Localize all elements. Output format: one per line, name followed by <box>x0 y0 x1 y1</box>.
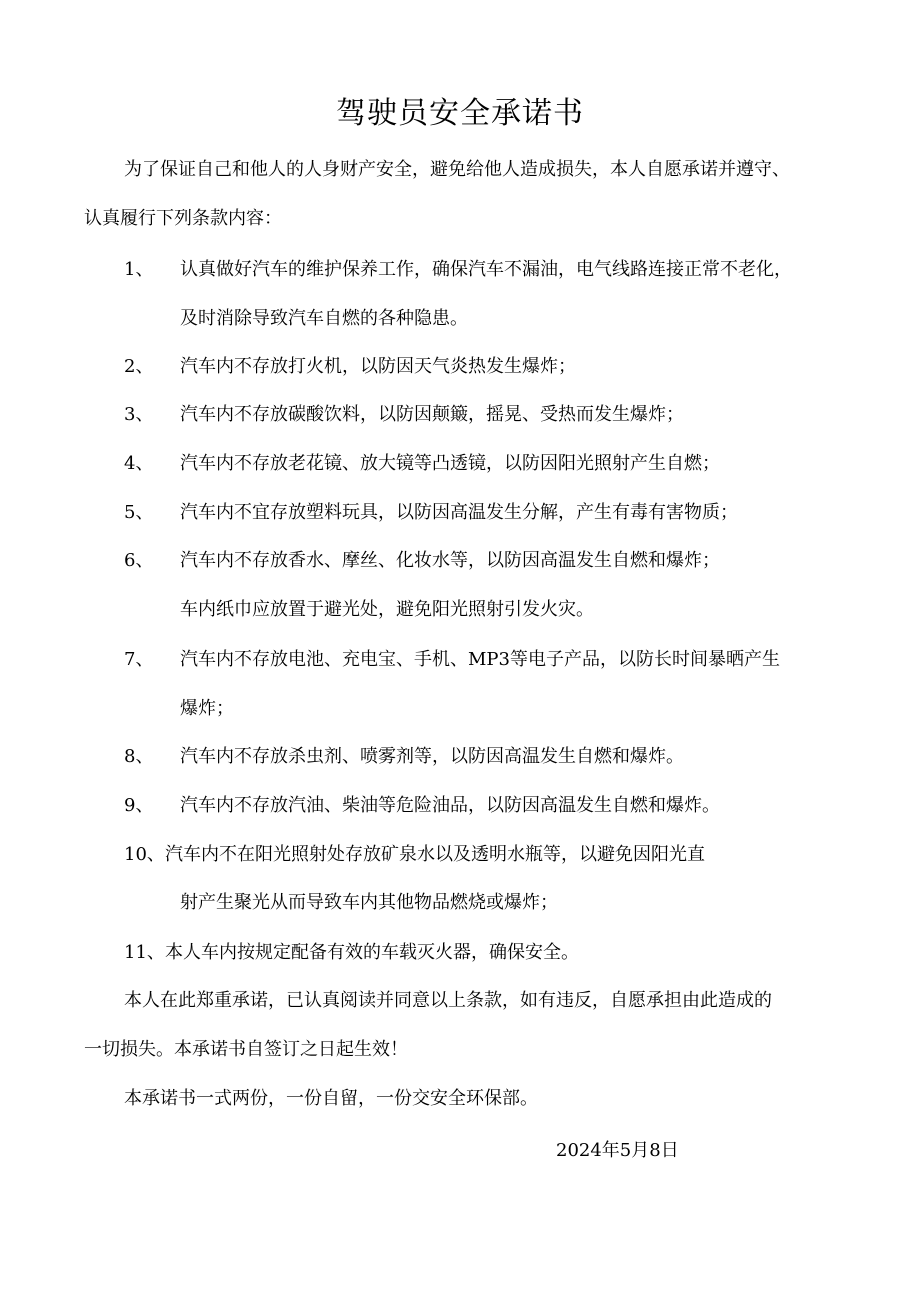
item-text: 认真做好汽车的维护保养工作，确保汽车不漏油，电气线路连接正常不老化， <box>180 259 792 280</box>
item-text-continued: 爆炸； <box>180 698 234 719</box>
item-number: 9、 <box>124 795 154 816</box>
item-number: 5、 <box>124 502 154 523</box>
item-text: 汽车内不存放香水、摩丝、化妆水等，以防因高温发生自燃和爆炸； <box>180 550 720 571</box>
item-text: 汽车内不存放汽油、柴油等危险油品，以防因高温发生自燃和爆炸。 <box>180 795 720 816</box>
item-number: 8、 <box>124 746 154 767</box>
document-title: 驾驶员安全承诺书 <box>336 96 584 131</box>
item-number: 2、 <box>124 356 154 377</box>
item-text: 汽车内不存放老花镜、放大镜等凸透镜，以防因阳光照射产生自燃； <box>180 453 720 474</box>
item-number: 10、 <box>124 844 165 865</box>
item-text: 汽车内不存放杀虫剂、喷雾剂等，以防因高温发生自燃和爆炸。 <box>180 746 684 767</box>
item-number: 11、 <box>124 942 165 963</box>
signing-date: 2024年5月8日 <box>556 1140 679 1161</box>
item-text: 汽车内不存放碳酸饮料，以防因颠簸，摇晃、受热而发生爆炸； <box>180 404 684 425</box>
closing-line-1: 本人在此郑重承诺，已认真阅读并同意以上条款，如有违反，自愿承担由此造成的 <box>124 990 772 1011</box>
item-number: 7、 <box>124 649 154 670</box>
closing-line-2: 一切损失。本承诺书自签订之日起生效！ <box>84 1039 408 1060</box>
item-text-continued: 车内纸巾应放置于避光处，避免阳光照射引发火灾。 <box>180 599 594 620</box>
item-text: 本人车内按规定配备有效的车载灭火器，确保安全。 <box>165 942 579 963</box>
item-number: 1、 <box>124 259 154 280</box>
item-number: 6、 <box>124 550 154 571</box>
item-text: 汽车内不在阳光照射处存放矿泉水以及透明水瓶等，以避免因阳光直 <box>165 844 705 865</box>
item-text: 汽车内不存放电池、充电宝、手机、MP3等电子产品，以防长时间暴晒产生 <box>180 649 780 670</box>
item-text-continued: 射产生聚光从而导致车内其他物品燃烧或爆炸； <box>180 892 558 913</box>
intro-line-2: 认真履行下列条款内容： <box>84 208 282 229</box>
item-text: 汽车内不存放打火机，以防因天气炎热发生爆炸； <box>180 356 576 377</box>
item-number: 4、 <box>124 453 154 474</box>
intro-line-1: 为了保证自己和他人的人身财产安全，避免给他人造成损失，本人自愿承诺并遵守、 <box>124 159 790 180</box>
copies-note: 本承诺书一式两份，一份自留，一份交安全环保部。 <box>124 1088 538 1109</box>
item-text-continued: 及时消除导致汽车自燃的各种隐患。 <box>180 308 468 329</box>
item-number: 3、 <box>124 404 154 425</box>
item-text: 汽车内不宜存放塑料玩具，以防因高温发生分解，产生有毒有害物质； <box>180 502 738 523</box>
